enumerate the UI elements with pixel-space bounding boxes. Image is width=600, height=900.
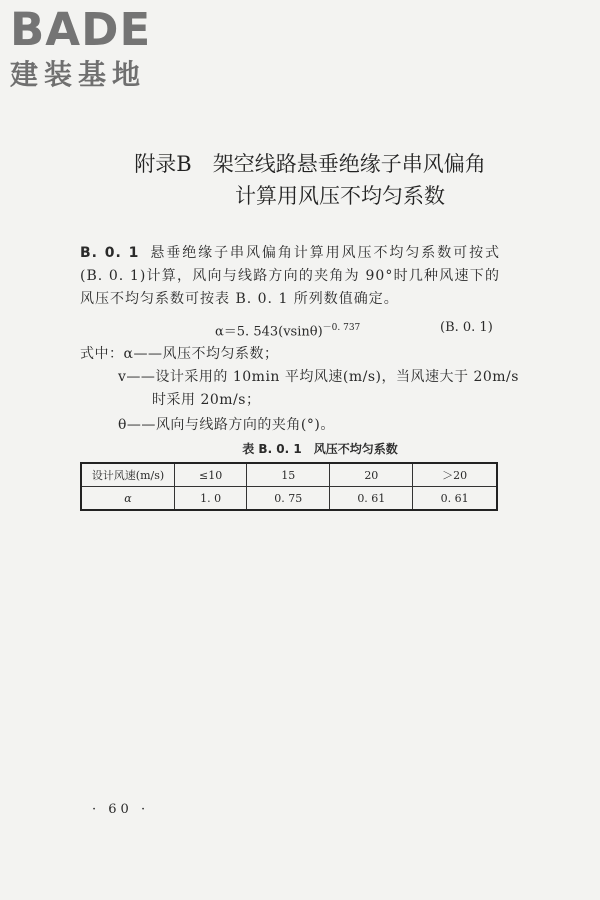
wind-pressure-table [80,462,498,511]
where-intro [80,343,278,365]
table-cell: 1. 0 [175,487,247,511]
table-cell: ≤10 [175,463,247,487]
table-cell: α [81,487,175,511]
clause-paragraph [80,242,500,311]
where-theta: θ——风向与线路方向的夹角(°)。 [118,417,335,433]
clause-id: B. 0. 1 [80,245,140,261]
where-intro-label: 式中： [80,346,124,362]
table-cell: 15 [247,463,330,487]
formula-number: (B. 0. 1) [440,320,493,335]
where-v-line2: 时采用 20m/s； [152,392,261,408]
table-cell: 0. 61 [413,487,497,511]
table-row [81,487,497,511]
table-cell: ＞20 [413,463,497,487]
page-number: · 60 · [92,802,150,817]
appendix-title-line1: 附录B 架空线路悬垂绝缘子串风偏角 [134,152,486,176]
table-cell: 20 [330,463,413,487]
appendix-title-line2: 计算用风压不均匀系数 [235,184,445,208]
logo-brand: BADE [10,3,152,56]
clause-text: 悬垂绝缘子串风偏角计算用风压不均匀系数可按式(B. 0. 1)计算，风向与线路方向的夹角为 90°时几种风速下的风压不均匀系数可按表 B. 0. 1 所列数值确定。 [80,245,501,307]
table-cell: 设计风速(m/s) [81,463,175,487]
bade-logo [10,3,185,92]
where-v-line1: v——设计采用的 10min 平均风速(m/s)，当风速大于 20m/s [118,369,519,385]
logo-subtitle: 建装基地 [10,58,147,91]
table-cell: 0. 61 [330,487,413,511]
table-title: 表 B. 0. 1 风压不均匀系数 [242,442,398,456]
table-row [81,463,497,487]
formula-main: α＝5. 543(vsinθ) [215,324,323,340]
formula-exponent: －0. 737 [322,323,361,333]
table-cell: 0. 75 [247,487,330,511]
where-alpha: α——风压不均匀系数； [123,346,279,362]
formula [215,320,360,339]
